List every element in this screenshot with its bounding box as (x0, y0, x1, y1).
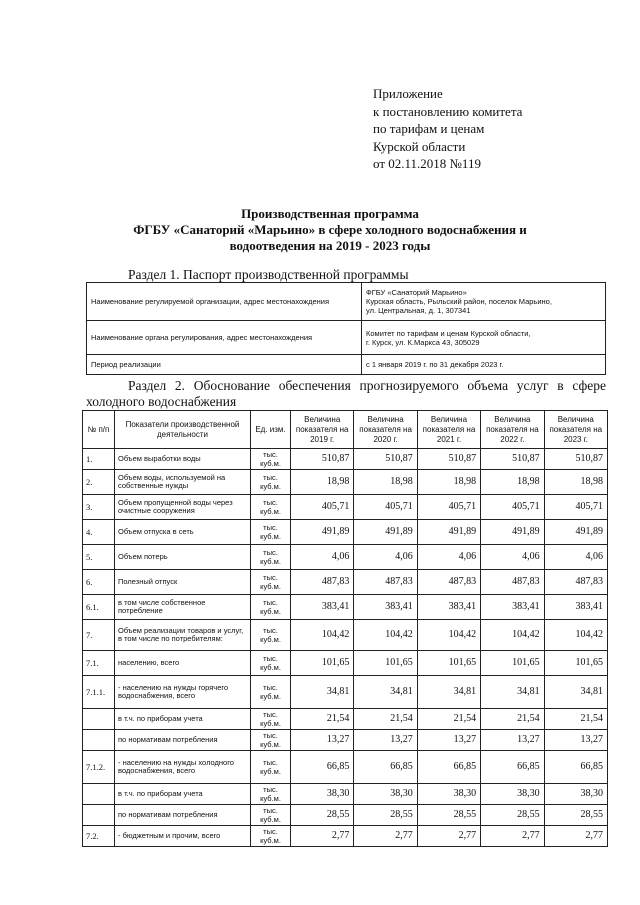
title-line: водоотведения на 2019 - 2023 годы (229, 238, 431, 253)
table-row (83, 651, 608, 676)
row-indicator-name: Объем воды, используемой на собственные нужды (115, 470, 251, 495)
row-value: 21,54 (417, 709, 480, 730)
table-row (83, 495, 608, 520)
row-value: 405,71 (544, 495, 607, 520)
row-value: 34,81 (481, 676, 544, 709)
row-number (83, 730, 115, 751)
passport-row (87, 355, 606, 375)
table-row (83, 470, 608, 495)
appendix-note (373, 85, 522, 173)
row-unit: тыс. куб.м. (251, 730, 291, 751)
row-indicator-name: населению, всего (115, 651, 251, 676)
row-value: 34,81 (544, 676, 607, 709)
row-unit: тыс. куб.м. (251, 495, 291, 520)
row-indicator-name: Объем отпуска в сеть (115, 520, 251, 545)
row-value: 405,71 (354, 495, 417, 520)
row-value: 491,89 (481, 520, 544, 545)
row-number: 4. (83, 520, 115, 545)
row-value: 21,54 (544, 709, 607, 730)
row-value: 38,30 (544, 784, 607, 805)
row-value: 13,27 (481, 730, 544, 751)
row-value: 21,54 (481, 709, 544, 730)
row-value: 4,06 (417, 545, 480, 570)
passport-value-line: ФГБУ «Санаторий Марьино» (366, 288, 467, 297)
passport-value (362, 283, 606, 321)
row-value: 104,42 (291, 620, 354, 651)
row-value: 383,41 (291, 595, 354, 620)
row-value: 13,27 (417, 730, 480, 751)
passport-value (362, 355, 606, 375)
row-value: 18,98 (354, 470, 417, 495)
row-value: 21,54 (291, 709, 354, 730)
row-value: 104,42 (544, 620, 607, 651)
passport-value-line: с 1 января 2019 г. по 31 декабря 2023 г. (366, 360, 504, 369)
row-value: 34,81 (354, 676, 417, 709)
title-line: ФГБУ «Санаторий «Марьино» в сфере холодного водоснабжения и (133, 222, 527, 237)
table-row (83, 595, 608, 620)
row-value: 18,98 (291, 470, 354, 495)
row-number: 5. (83, 545, 115, 570)
row-value: 101,65 (417, 651, 480, 676)
row-value: 101,65 (544, 651, 607, 676)
row-indicator-name: в т.ч. по приборам учета (115, 709, 251, 730)
row-value: 34,81 (417, 676, 480, 709)
passport-label: Наименование органа регулирования, адрес местонахождения (87, 321, 362, 355)
passport-label: Наименование регулируемой организации, адрес местонахождения (87, 283, 362, 321)
section2-heading: Раздел 2. Обоснование обеспечения прогнозируемого объема услуг в сфере холодного водоснабжения (86, 378, 606, 409)
row-value: 487,83 (544, 570, 607, 595)
table-row (83, 676, 608, 709)
row-value: 510,87 (544, 449, 607, 470)
row-value: 28,55 (291, 805, 354, 826)
row-value: 38,30 (481, 784, 544, 805)
row-number (83, 709, 115, 730)
row-value: 405,71 (481, 495, 544, 520)
row-indicator-name: Объем пропущенной воды через очистные сооружения (115, 495, 251, 520)
table-row (83, 709, 608, 730)
row-number (83, 784, 115, 805)
row-value: 491,89 (544, 520, 607, 545)
row-indicator-name: - населению на нужды холодного водоснабжения, всего (115, 751, 251, 784)
row-value: 13,27 (354, 730, 417, 751)
row-value: 2,77 (417, 826, 480, 847)
row-number: 7.1.2. (83, 751, 115, 784)
row-indicator-name: - бюджетным и прочим, всего (115, 826, 251, 847)
row-unit: тыс. куб.м. (251, 805, 291, 826)
row-value: 491,89 (354, 520, 417, 545)
row-value: 4,06 (291, 545, 354, 570)
appendix-line: Приложение (373, 86, 443, 101)
row-value: 4,06 (354, 545, 417, 570)
row-unit: тыс. куб.м. (251, 709, 291, 730)
header-cell: Величина показателя на 2019 г. (291, 411, 354, 449)
row-number: 6.1. (83, 595, 115, 620)
appendix-line: по тарифам и ценам (373, 121, 485, 136)
row-value: 104,42 (481, 620, 544, 651)
row-indicator-name: в том числе собственное потребление (115, 595, 251, 620)
row-value: 13,27 (544, 730, 607, 751)
appendix-line: к постановлению комитета (373, 103, 523, 119)
row-value: 28,55 (354, 805, 417, 826)
passport-value (362, 321, 606, 355)
table-row (83, 826, 608, 847)
table-row (83, 520, 608, 545)
header-cell: Величина показателя на 2022 г. (481, 411, 544, 449)
row-indicator-name: - населению на нужды горячего водоснабжения, всего (115, 676, 251, 709)
row-unit: тыс. куб.м. (251, 520, 291, 545)
row-indicator-name: Объем выработки воды (115, 449, 251, 470)
row-value: 383,41 (354, 595, 417, 620)
header-cell: Ед. изм. (251, 411, 291, 449)
row-value: 38,30 (417, 784, 480, 805)
row-value: 491,89 (417, 520, 480, 545)
table-row (83, 805, 608, 826)
table-row (83, 730, 608, 751)
row-value: 28,55 (544, 805, 607, 826)
title-line: Производственная программа (241, 206, 419, 221)
row-value: 510,87 (481, 449, 544, 470)
row-indicator-name: по нормативам потребления (115, 730, 251, 751)
row-value: 101,65 (481, 651, 544, 676)
row-value: 66,85 (291, 751, 354, 784)
row-value: 487,83 (481, 570, 544, 595)
table-row (83, 784, 608, 805)
row-value: 2,77 (354, 826, 417, 847)
table-body (83, 449, 608, 847)
header-cell: Показатели производственной деятельности (115, 411, 251, 449)
passport-value-line: Курская область, Рыльский район, поселок Марьино, (366, 297, 552, 306)
row-indicator-name: Полезный отпуск (115, 570, 251, 595)
row-value: 38,30 (354, 784, 417, 805)
row-unit: тыс. куб.м. (251, 751, 291, 784)
row-value: 13,27 (291, 730, 354, 751)
table-row (83, 545, 608, 570)
row-value: 383,41 (544, 595, 607, 620)
passport-row (87, 283, 606, 321)
row-value: 405,71 (291, 495, 354, 520)
row-value: 18,98 (481, 470, 544, 495)
table-row (83, 449, 608, 470)
row-value: 4,06 (481, 545, 544, 570)
passport-value-line: ул. Центральная, д. 1, 307341 (366, 306, 471, 315)
appendix-line: Курской области (373, 138, 466, 154)
row-value: 104,42 (354, 620, 417, 651)
passport-value-line: Комитет по тарифам и ценам Курской области, (366, 328, 531, 338)
row-value: 487,83 (417, 570, 480, 595)
row-value: 101,65 (291, 651, 354, 676)
row-number: 7. (83, 620, 115, 651)
row-unit: тыс. куб.м. (251, 620, 291, 651)
row-value: 491,89 (291, 520, 354, 545)
header-cell: Величина показателя на 2023 г. (544, 411, 607, 449)
row-value: 487,83 (291, 570, 354, 595)
row-number (83, 805, 115, 826)
row-value: 101,65 (354, 651, 417, 676)
row-value: 383,41 (481, 595, 544, 620)
row-unit: тыс. куб.м. (251, 470, 291, 495)
row-value: 383,41 (417, 595, 480, 620)
row-value: 405,71 (417, 495, 480, 520)
row-indicator-name: Объем потерь (115, 545, 251, 570)
row-value: 2,77 (291, 826, 354, 847)
row-unit: тыс. куб.м. (251, 651, 291, 676)
passport-value-line: г. Курск, ул. К.Маркса 43, 305029 (366, 337, 480, 347)
row-value: 28,55 (481, 805, 544, 826)
row-number: 6. (83, 570, 115, 595)
water-supply-table (82, 410, 608, 847)
table-row (83, 751, 608, 784)
row-number: 7.1. (83, 651, 115, 676)
row-value: 510,87 (291, 449, 354, 470)
row-unit: тыс. куб.м. (251, 784, 291, 805)
row-value: 2,77 (544, 826, 607, 847)
row-value: 66,85 (417, 751, 480, 784)
row-value: 510,87 (417, 449, 480, 470)
section1-heading: Раздел 1. Паспорт производственной программы (128, 267, 409, 282)
appendix-line: от 02.11.2018 №119 (373, 156, 481, 171)
row-number: 2. (83, 470, 115, 495)
row-unit: тыс. куб.м. (251, 595, 291, 620)
passport-label: Период реализации (87, 355, 362, 375)
passport-row (87, 321, 606, 355)
row-value: 18,98 (544, 470, 607, 495)
row-value: 487,83 (354, 570, 417, 595)
row-value: 66,85 (544, 751, 607, 784)
row-number: 7.1.1. (83, 676, 115, 709)
row-number: 1. (83, 449, 115, 470)
table-row (83, 620, 608, 651)
row-unit: тыс. куб.м. (251, 570, 291, 595)
passport-table (86, 282, 606, 375)
row-value: 104,42 (417, 620, 480, 651)
table-row (83, 570, 608, 595)
row-value: 66,85 (354, 751, 417, 784)
row-value: 66,85 (481, 751, 544, 784)
row-value: 4,06 (544, 545, 607, 570)
row-value: 38,30 (291, 784, 354, 805)
row-value: 34,81 (291, 676, 354, 709)
row-value: 21,54 (354, 709, 417, 730)
header-cell: Величина показателя на 2021 г. (417, 411, 480, 449)
row-unit: тыс. куб.м. (251, 545, 291, 570)
row-number: 7.2. (83, 826, 115, 847)
row-number: 3. (83, 495, 115, 520)
row-unit: тыс. куб.м. (251, 676, 291, 709)
table-header-row (83, 411, 608, 449)
row-value: 28,55 (417, 805, 480, 826)
row-value: 510,87 (354, 449, 417, 470)
header-cell: Величина показателя на 2020 г. (354, 411, 417, 449)
row-value: 2,77 (481, 826, 544, 847)
header-cell: № п/п (83, 411, 115, 449)
row-unit: тыс. куб.м. (251, 826, 291, 847)
row-indicator-name: по нормативам потребления (115, 805, 251, 826)
row-indicator-name: Объем реализации товаров и услуг, в том числе по потребителям: (115, 620, 251, 651)
row-unit: тыс. куб.м. (251, 449, 291, 470)
row-indicator-name: в т.ч. по приборам учета (115, 784, 251, 805)
row-value: 18,98 (417, 470, 480, 495)
document-title (60, 206, 600, 254)
